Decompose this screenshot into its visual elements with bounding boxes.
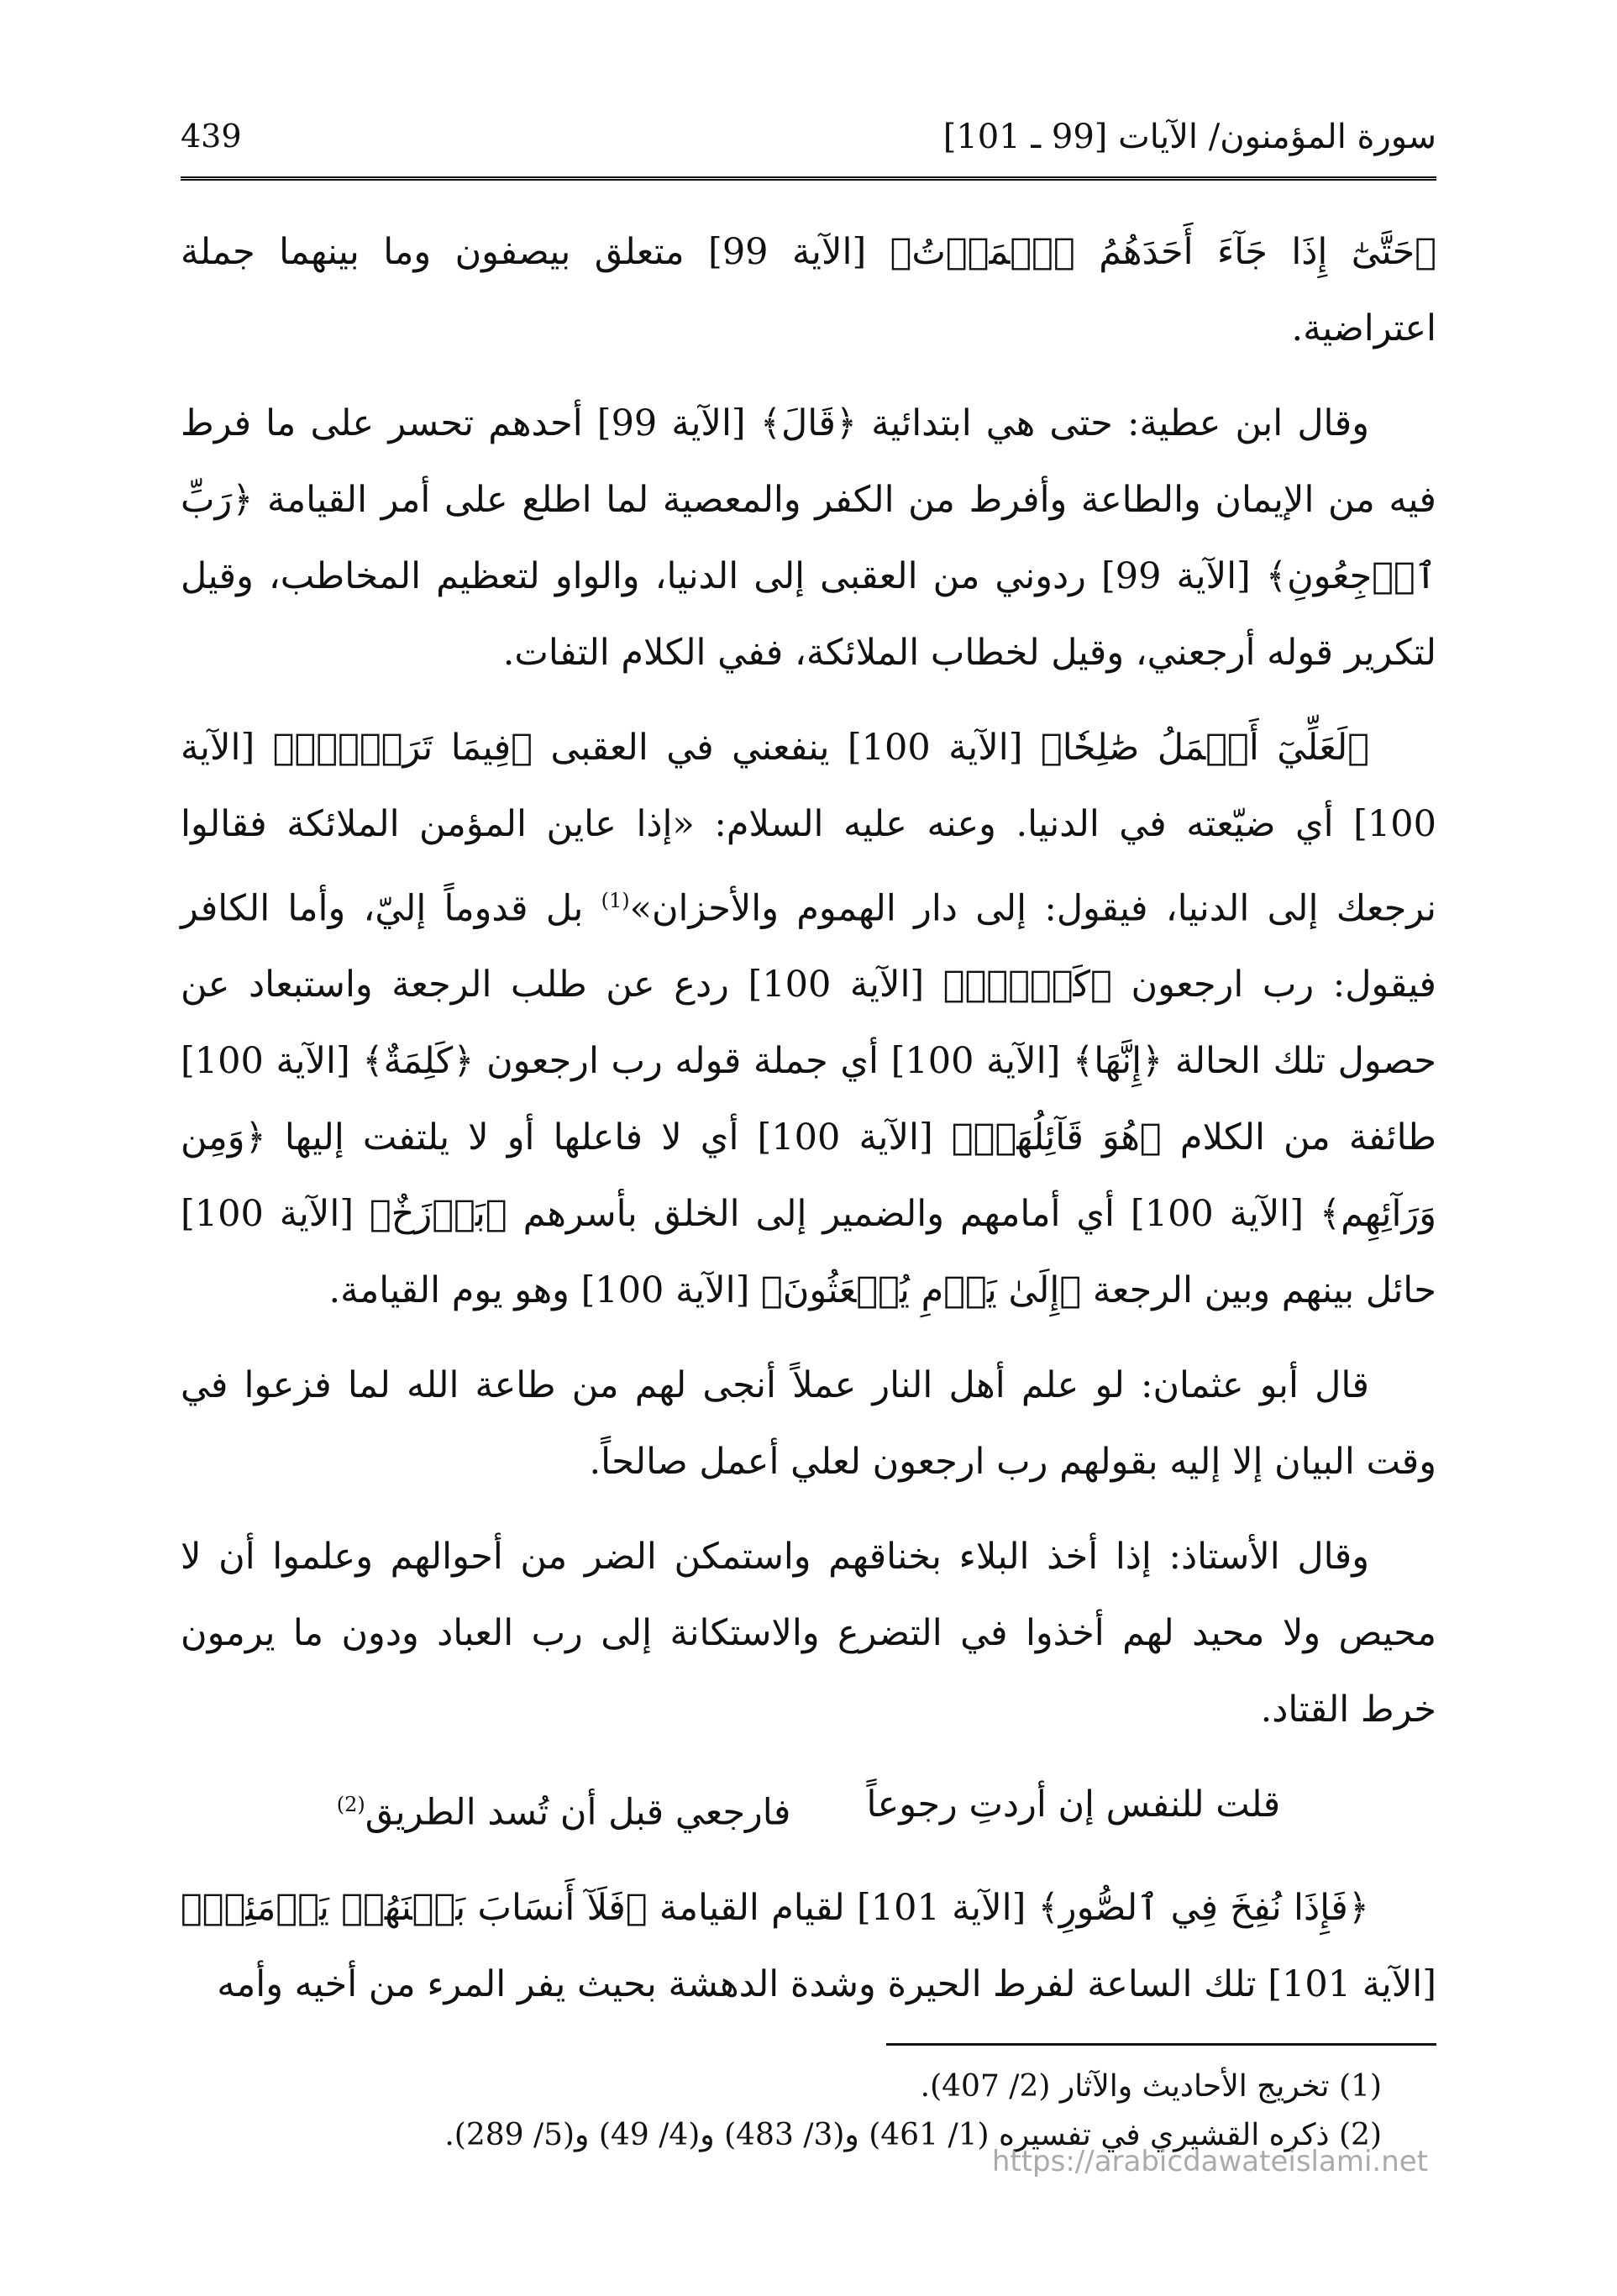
page-header: [181, 118, 1436, 168]
running-title: سورة المؤمنون/ الآيات [99 ـ 101]: [942, 118, 1436, 156]
poetry-verse: [181, 1767, 1436, 1851]
verse-first-hemistich: قلت للنفس إن أردتِ رجوعاً: [866, 1784, 1281, 1826]
paragraph-4: قال أبو عثمان: لو علم أهل النار عملاً أنجى لهم من طاعة الله لما فزعوا في وقت البيان إلا إليه بقولهم رب ارجعون لعلي أعمل صالحاً.: [181, 1364, 1436, 1484]
footnote-1: (1) تخريج الأحاديث والآثار (2/ 407).: [920, 2069, 1382, 2104]
watermark-url: https://arabicdawateislami.net: [991, 2145, 1428, 2178]
footnote-rule: [886, 2043, 1436, 2046]
footnote-ref-1[interactable]: (1): [601, 889, 630, 912]
verse-second-hemistich: فارجعي قبل أن تُسد الطريق$^{(2)}$: [336, 1791, 791, 1834]
main-text: [181, 214, 1436, 2041]
footnote-2: (2) ذكره القشيري في تفسيره (1/ 461) و(3/ 483) و(4/ 49) و(5/ 289).: [444, 2118, 1382, 2152]
paragraph-6: ﴿فَإِذَا نُفِخَ فِي ٱلصُّورِ﴾ [الآية 101] لقيام القيامة ﴿فَلَآ أَنسَابَ بَيۡنَهُمۡ يَوۡمَئِذٖ﴾ [الآية 101] تلك الساعة لفرط الحيرة وشدة الدهشة بحيث يفر المرء من أخيه وأمه: [181, 1886, 1436, 2005]
paragraph-2: وقال ابن عطية: حتى هي ابتدائية ﴿قَالَ﴾ [الآية 99] أحدهم تحسر على ما فرط فيه من الإيمان والطاعة وأفرط من الكفر والمعصية لما اطلع على أمر القيامة ﴿رَبِّ ٱرۡجِعُونِ﴾ [الآية 99] ردوني من العقبى إلى الدنيا، والواو لتعظيم المخاطب، وقيل لتكرير قوله أرجعني، وقيل لخطاب الملائكة، ففي الكلام التفات.: [181, 402, 1436, 674]
paragraph-1: ﴿حَتَّىٰٓ إِذَا جَآءَ أَحَدَهُمُ ٱلۡمَوۡتُ﴾ [الآية 99] متعلق بيصفون وما بينهما جملة اعتراضية.: [181, 231, 1436, 349]
paragraph-3-part-a: ﴿لَعَلِّيٓ أَعۡمَلُ صَٰلِحٗا﴾ [الآية 100] ينفعني في العقبى ﴿فِيمَا تَرَكۡتُۚ﴾ [الآية 100] أي ضيّعته في الدنيا. وعنه عليه السلام: «إذا عاين المؤمن الملائكة فقالوا نرجعك إلى الدنيا، فيقول: إلى دار الهموم والأحزان»: [181, 727, 1436, 930]
paragraph-3-part-b: بل قدوماً إليّ، وأما الكافر فيقول: رب ارجعون ﴿كَلَّآۚ﴾ [الآية 100] ردع عن طلب الرجعة واستبعاد عن حصول تلك الحالة ﴿إِنَّهَا﴾ [الآية 100] أي جملة قوله رب ارجعون ﴿كَلِمَةٌ﴾ [الآية 100] طائفة من الكلام ﴿هُوَ قَآئِلُهَاۖ﴾ [الآية 100] أي لا فاعلها أو لا يلتفت إليها ﴿وَمِن وَرَآئِهِم﴾ [الآية 100] أي أمامهم والضمير إلى الخلق بأسرهم ﴿بَرۡزَخٌ﴾ [الآية 100] حائل بينهم وبين الرجعة ﴿إِلَىٰ يَوۡمِ يُبۡعَثُونَ﴾ [الآية 100] وهو يوم القيامة.: [181, 887, 1437, 1312]
paragraph-5: وقال الأستاذ: إذا أخذ البلاء بخناقهم واستمكن الضر من أحوالهم وعلموا أن لا محيص ولا محيد لهم أخذوا في التضرع والاستكانة إلى رب العباد ودون ما يرمون خرط القتاد.: [181, 1536, 1436, 1731]
paragraph-3: [181, 710, 1436, 1329]
page-number: 439: [181, 118, 242, 155]
header-rule: [181, 176, 1436, 186]
footnote-ref-2[interactable]: (2): [336, 1793, 365, 1817]
